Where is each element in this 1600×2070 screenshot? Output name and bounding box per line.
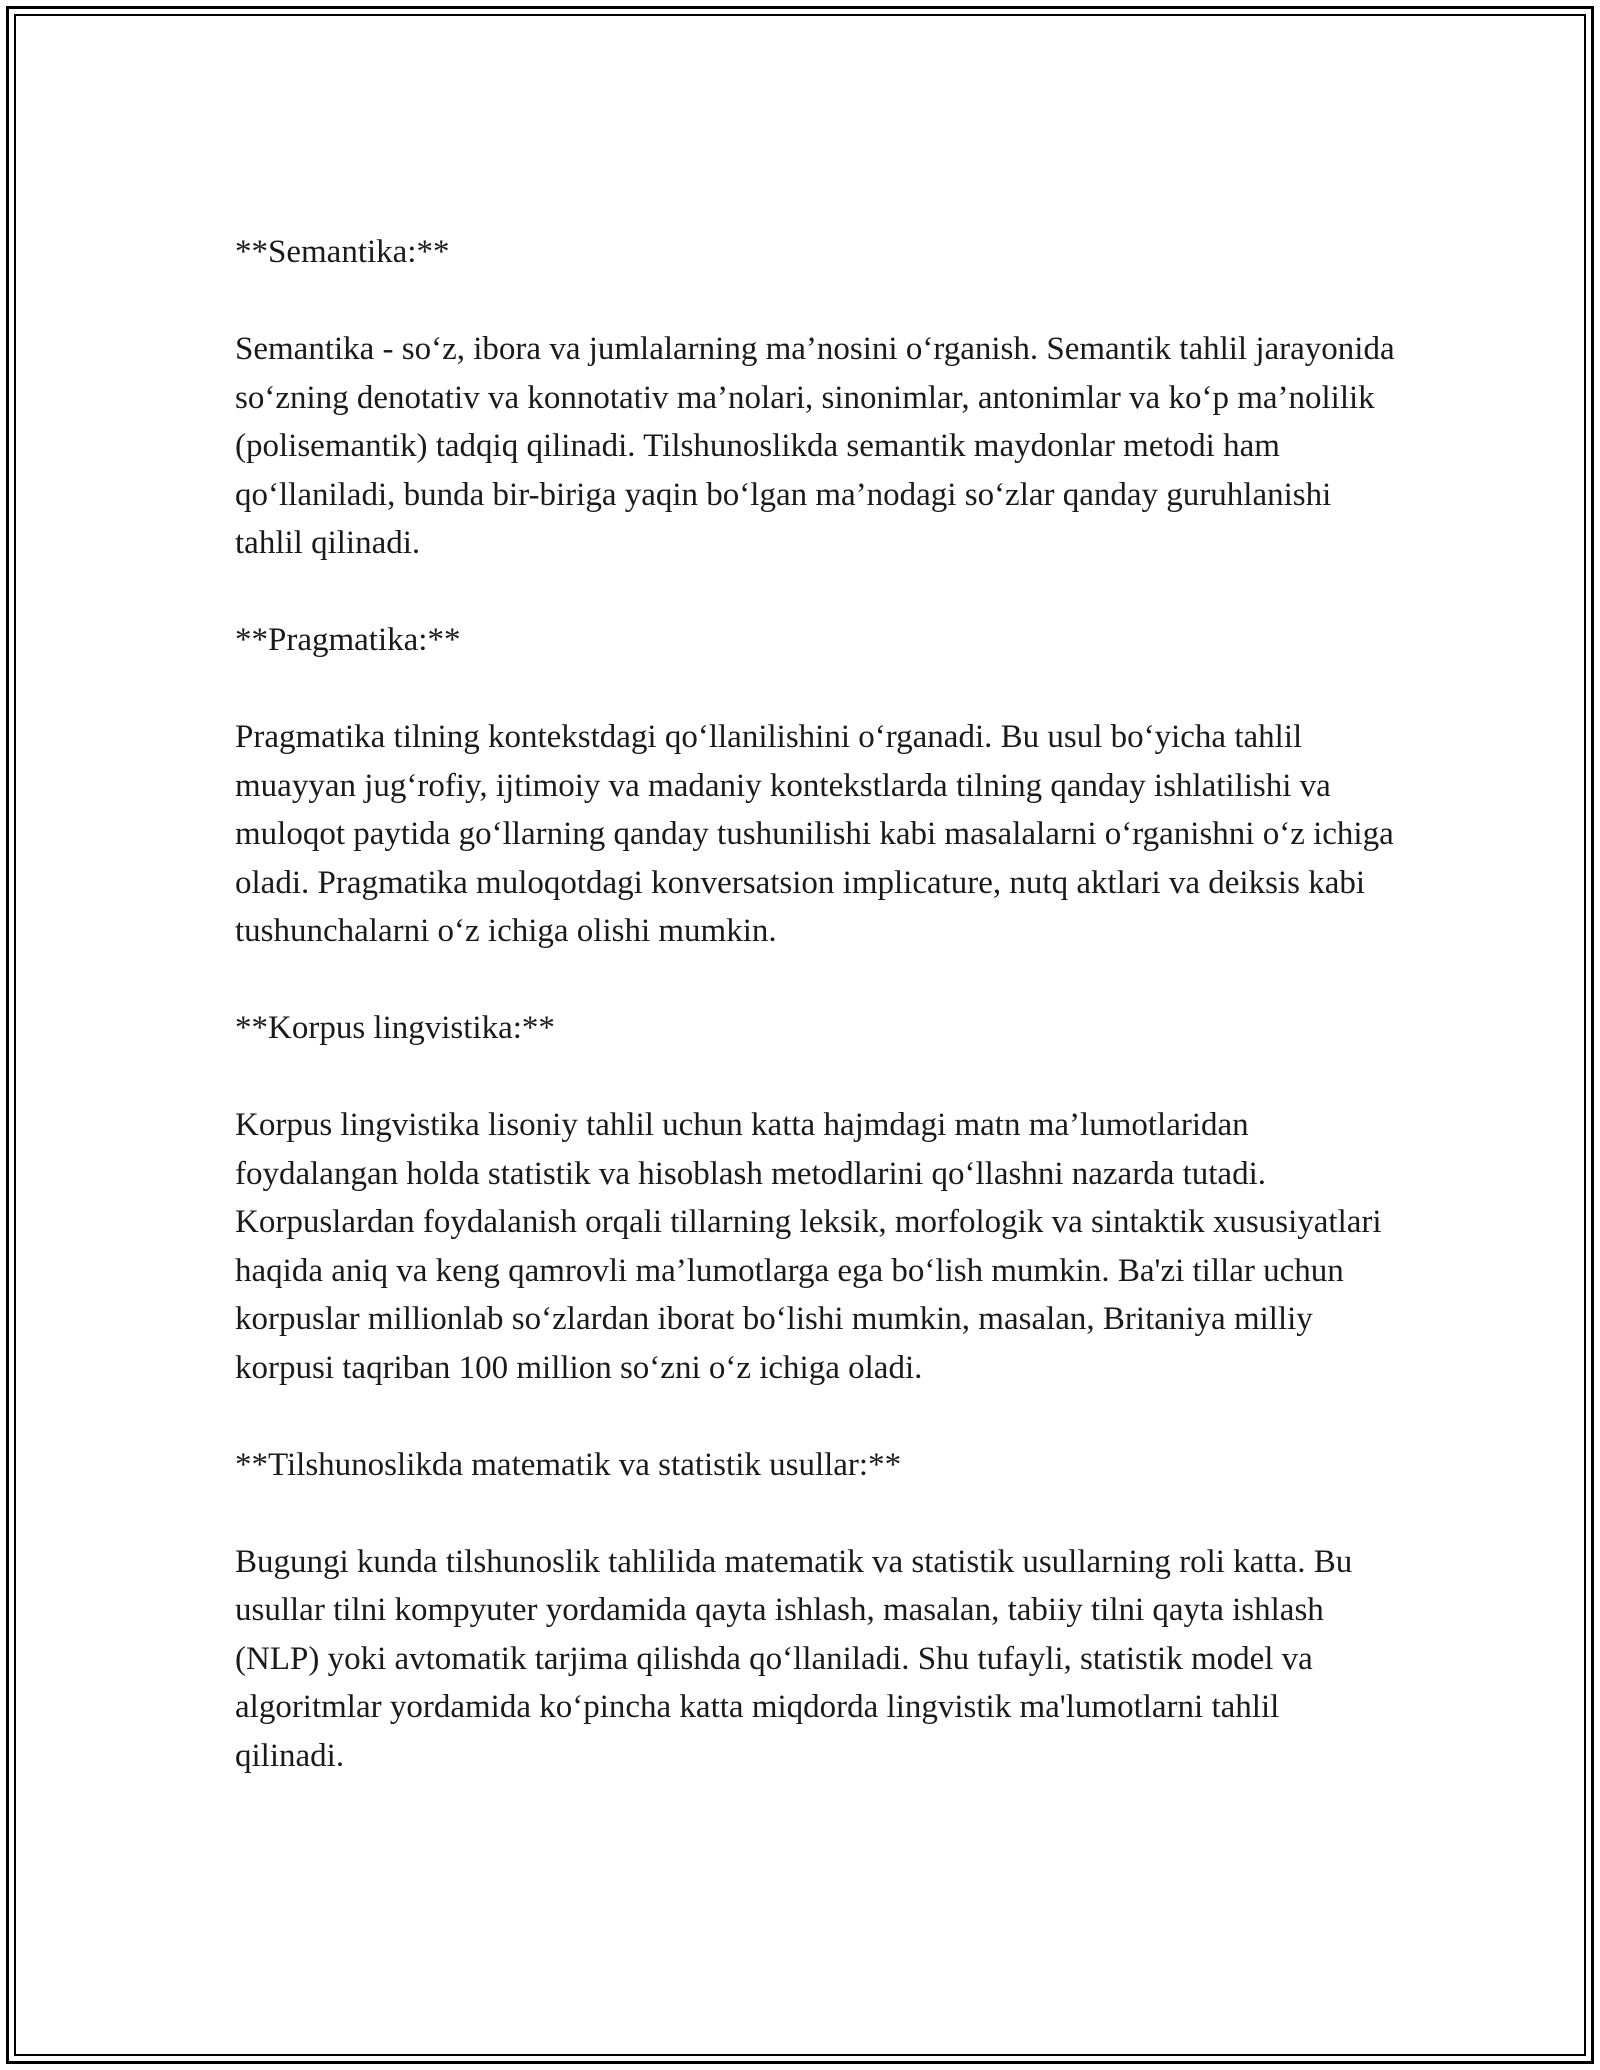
section-heading-pragmatika: **Pragmatika:**: [235, 622, 461, 658]
section-heading-korpus-lingvistika: **Korpus lingvistika:**: [235, 1010, 555, 1046]
section-heading-semantika: **Semantika:**: [235, 234, 450, 270]
section-paragraph-matematik-statistik: Bugungi kunda tilshunoslik tahlilida matematik va statistik usullarning roli katta. Bu usullar tilni kompyuter yordamida qayta ishlash, masalan, tabiiy tilni qayta ishlash (NLP) yoki avtomatik tarjima qilishda qo‘llaniladi. Shu tufayli, statistik model va algoritmlar yordamida ko‘pincha katta miqdorda lingvistik ma'lumotlarni tahlil qilinadi.: [235, 1543, 1353, 1774]
section-paragraph-pragmatika: Pragmatika tilning kontekstdagi qo‘llanilishini o‘rganadi. Bu usul bo‘yicha tahlil muayyan jug‘rofiy, ijtimoiy va madaniy kontekstlarda tilning qanday ishlatilishi va muloqot paytida go‘llarning qanday tushunilishi kabi masalalarni o‘rganishni o‘z ichiga oladi. Pragmatika muloqotdagi konversatsion implicature, nutq aktlari va deiksis kabi tushunchalarni o‘z ichiga olishi mumkin.: [235, 719, 1394, 949]
document-body: [235, 228, 1395, 1829]
section-heading-matematik-statistik: **Tilshunoslikda matematik va statistik usullar:**: [235, 1446, 902, 1483]
section-paragraph-korpus-lingvistika: Korpus lingvistika lisoniy tahlil uchun katta hajmdagi matn ma’lumotlaridan foydalangan holda statistik va hisoblash metodlarini qo‘llashni nazarda tutadi. Korpuslardan foydalanish orqali tillarning leksik, morfologik va sintaktik xususiyatlari haqida aniq va keng qamrovli ma’lumotlarga ega bo‘lish mumkin. Ba'zi tillar uchun korpuslar millionlab so‘zlardan iborat bo‘lishi mumkin, masalan, Britaniya milliy korpusi taqriban 100 million so‘zni o‘z ichiga oladi.: [235, 1107, 1382, 1386]
section-paragraph-semantika: Semantika - so‘z, ibora va jumlalarning ma’nosini o‘rganish. Semantik tahlil jarayonida so‘zning denotativ va konnotativ ma’nolari, sinonimlar, antonimlar va ko‘p ma’nolilik (polisemantik) tadqiq qilinadi. Tilshunoslikda semantik maydonlar metodi ham qo‘llaniladi, bunda bir-biriga yaqin bo‘lgan ma’nodagi so‘zlar qanday guruhlanishi tahlil qilinadi.: [235, 331, 1395, 561]
